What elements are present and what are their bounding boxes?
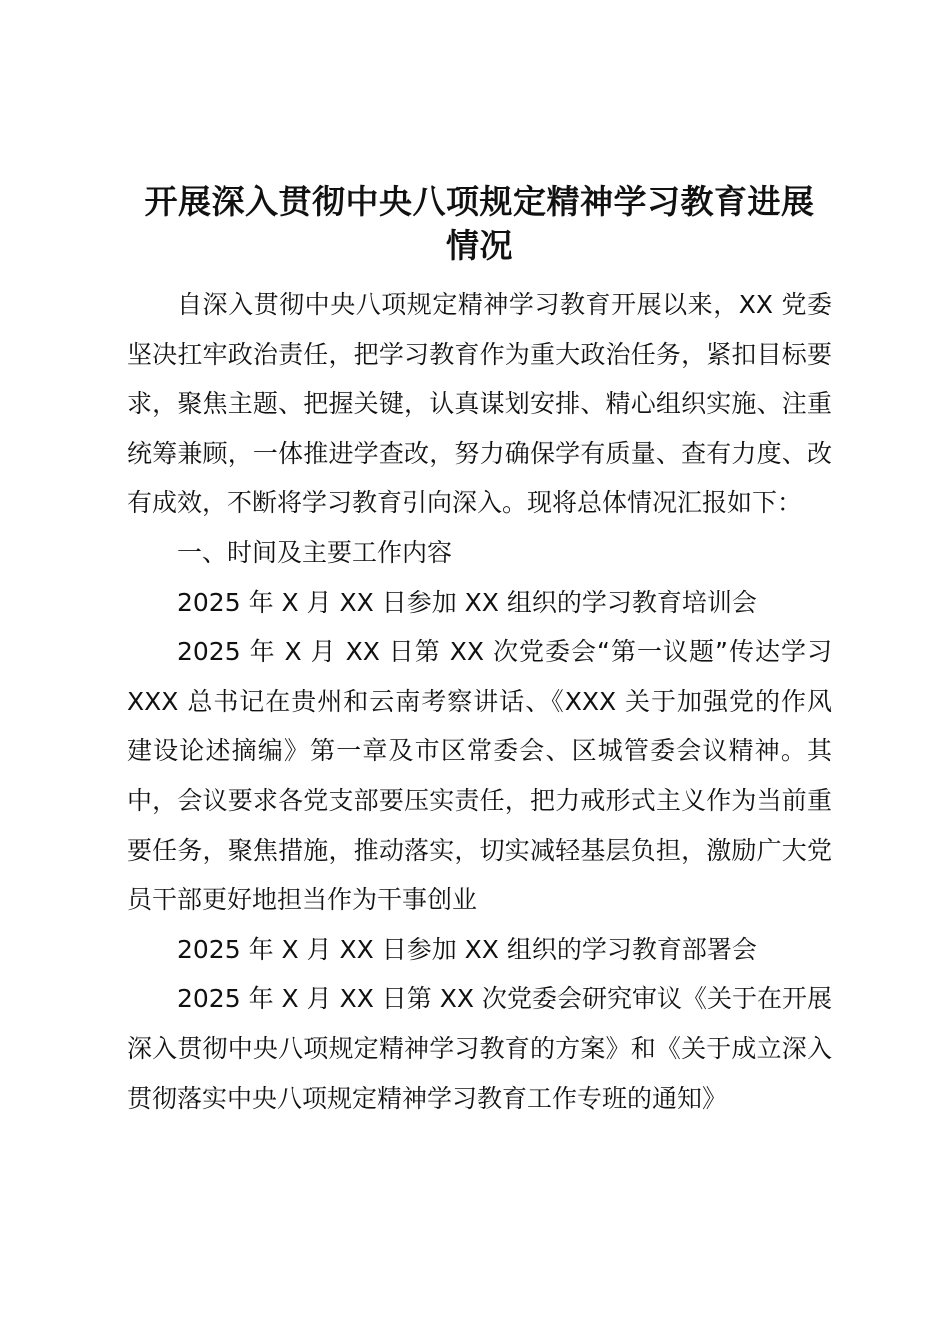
document-title — [127, 180, 832, 268]
body-paragraph: 2025 年 X 月 XX 日参加 XX 组织的学习教育培训会 — [177, 587, 757, 617]
body-paragraph: 2025 年 X 月 XX 日参加 XX 组织的学习教育部署会 — [177, 934, 757, 964]
section-heading: 一、时间及主要工作内容 — [177, 537, 453, 567]
title-line-1: 开展深入贯彻中央八项规定精神学习教育进展 — [144, 182, 815, 221]
intro-paragraph: 自深入贯彻中央八项规定精神学习教育开展以来，XX 党委坚决扛牢政治责任，把学习教育作为重大政治任务，紧扣目标要求，聚焦主题、把握关键，认真谋划安排、精心组织实施、注重统筹兼顾，一体推进学查改，努力确保学有质量、查有力度、改有成效，不断将学习教育引向深入。现将总体情况汇报如下： — [127, 290, 832, 518]
body-paragraph: 2025 年 X 月 XX 日第 XX 次党委会研究审议《关于在开展深入贯彻中央八项规定精神学习教育的方案》和《关于成立深入贯彻落实中央八项规定精神学习教育工作专班的通知》 — [127, 984, 832, 1113]
title-line-2: 情况 — [446, 226, 513, 265]
body-paragraph: 2025 年 X 月 XX 日第 XX 次党委会“第一议题”传达学习 XXX 总书记在贵州和云南考察讲话、《XXX 关于加强党的作风建设论述摘编》第一章及市区常委会、区城管委会议精神。其中，会议要求各党支部要压实责任，把力戒形式主义作为当前重要任务，聚焦措施，推动落实，切实减轻基层负担，激励广大党员干部更好地担当作为干事创业 — [127, 637, 832, 915]
document-page — [127, 180, 832, 1123]
